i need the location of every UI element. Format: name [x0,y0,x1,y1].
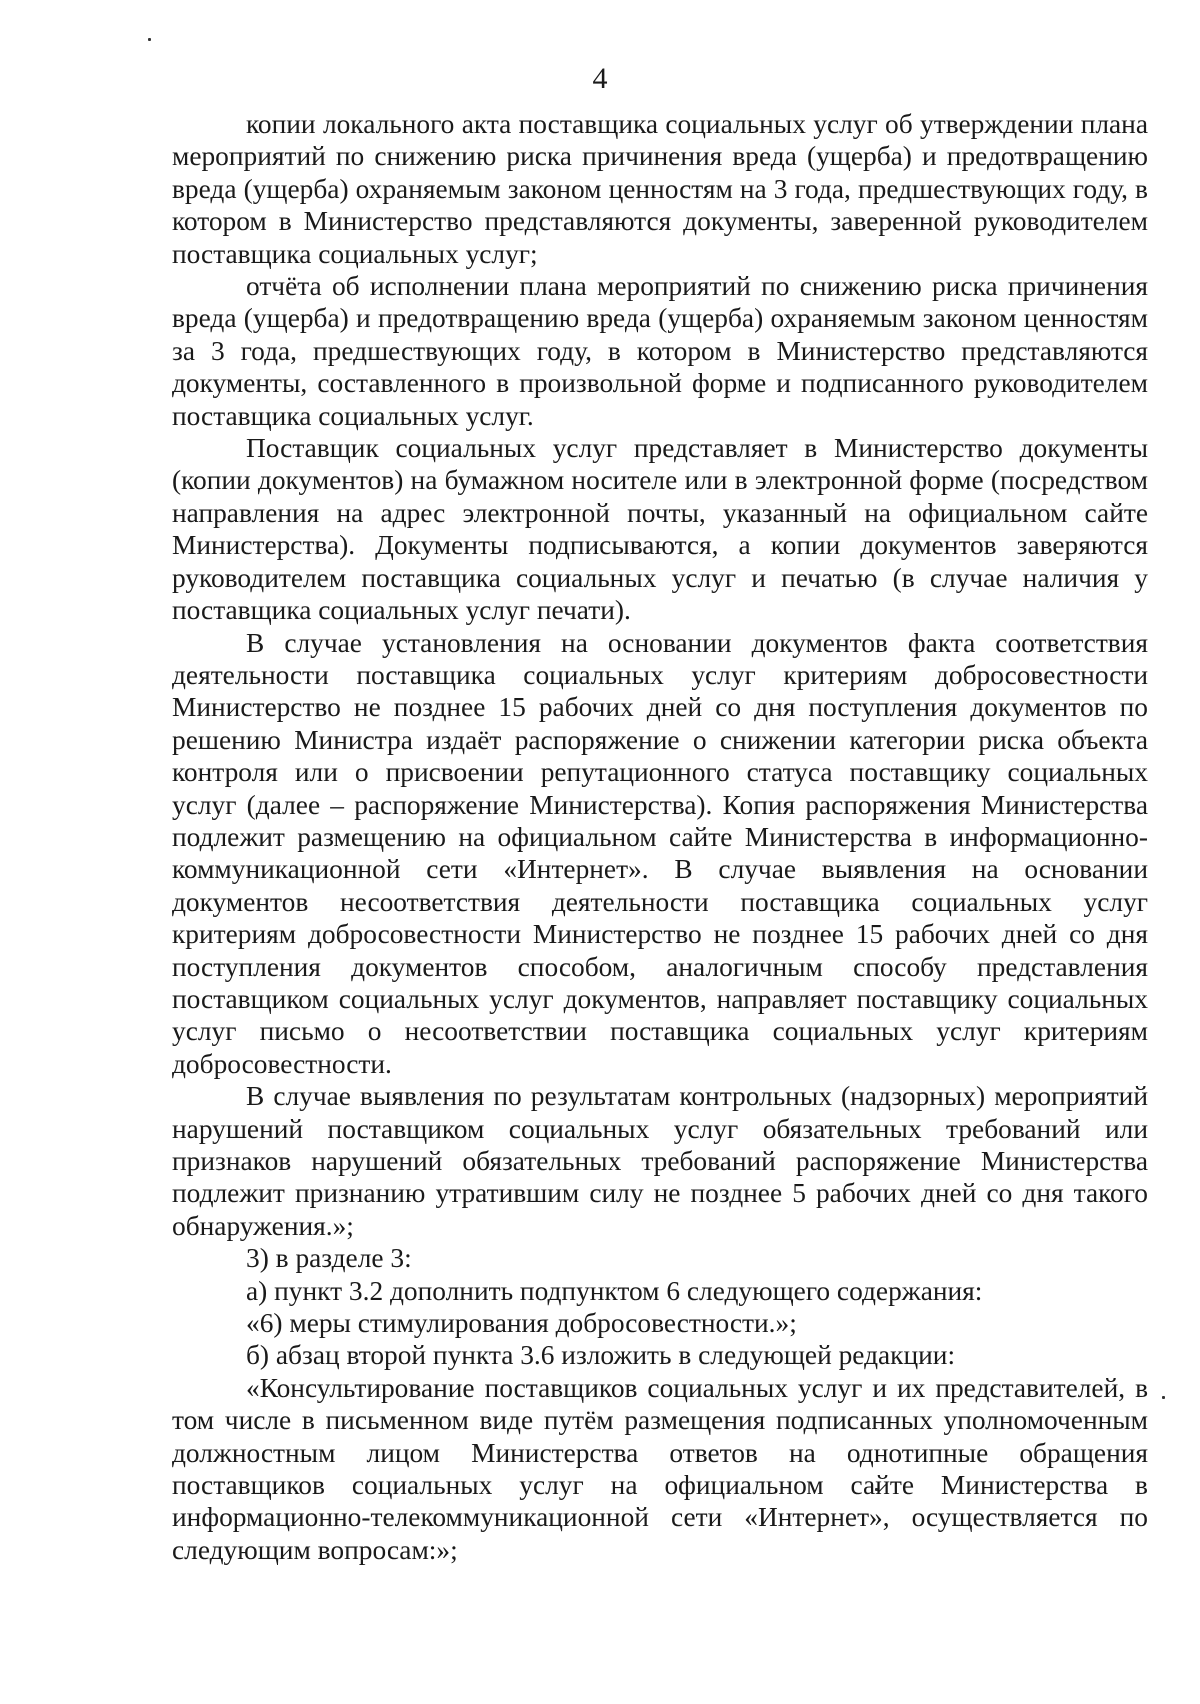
scan-speck [1162,1396,1165,1399]
paragraph-consulting: «Консультирование поставщиков социальных услуг и их представителей, в том числе в письменном виде путём размещения подписанных уполномоченным должностным лицом Министерства ответов на однотипные обращения поставщиков социальных услуг на официальном сайте Министерства в информационно-телекоммуникационной сети «Интернет», осуществляется по следующим вопросам:»; [172,1372,1148,1565]
paragraph-conformity-decision: В случае установления на основании документов факта соответствия деятельности поставщика социальных услуг критериям добросовестности Министерство не позднее 15 рабочих дней со дня поступления документов по решению Министра издаёт распоряжение о снижении категории риска объекта контроля или о присвоении репутационного статуса поставщику социальных услуг (далее – распоряжение Министерства). Копия распоряжения Министерства подлежит размещению на официальном сайте Министерства в информационно-коммуникационной сети «Интернет». В случае выявления на основании документов несоответствия деятельности поставщика социальных услуг критериям добросовестности Министерство не позднее 15 рабочих дней со дня поступления документов способом, аналогичным способу представления поставщиком социальных услуг документов, направляет поставщику социальных услуг письмо о несоответствии поставщика социальных услуг критериям добросовестности. [172,627,1148,1079]
paragraph-item-b: б) абзац второй пункта 3.6 изложить в следующей редакции: [246,1340,956,1371]
paragraph-violation-revocation: В случае выявления по результатам контрольных (надзорных) мероприятий нарушений поставщиком социальных услуг обязательных требований или признаков нарушений обязательных требований распоряжение Министерства подлежит признанию утратившим силу не позднее 5 рабочих дней со дня такого обнаружения.»; [172,1081,1148,1241]
document-body [172,108,1148,1566]
page-number: 4 [592,62,608,95]
paragraph-section-3: 3) в разделе 3: [246,1243,412,1274]
paragraph-subitem-6: «6) меры стимулирования добросовестности.»; [246,1308,797,1339]
paragraph-plan-report: отчёта об исполнении плана мероприятий по снижению риска причинения вреда (ущерба) и предотвращению вреда (ущерба) охраняемым законом ценностям за 3 года, предшествующих году, в котором в Министерство представляются документы, составленного в произвольной форме и подписанного руководителем поставщика социальных услуг. [172,271,1148,431]
scan-speck [148,38,151,41]
paragraph-local-act-copy: копии локального акта поставщика социальных услуг об утверждении плана мероприятий по снижению риска причинения вреда (ущерба) и предотвращению вреда (ущерба) охраняемым законом ценностям на 3 года, предшествующих году, в котором в Министерство представляются документы, заверенной руководителем поставщика социальных услуг; [172,109,1148,269]
paragraph-document-submission: Поставщик социальных услуг представляет в Министерство документы (копии документов) на бумажном носителе или в электронной форме (посредством направления на адрес электронной почты, указанный на официальном сайте Министерства). Документы подписываются, а копии документов заверяются руководителем поставщика социальных услуг и печатью (в случае наличия у поставщика социальных услуг печати). [172,433,1148,626]
paragraph-item-a: а) пункт 3.2 дополнить подпунктом 6 следующего содержания: [246,1275,983,1306]
